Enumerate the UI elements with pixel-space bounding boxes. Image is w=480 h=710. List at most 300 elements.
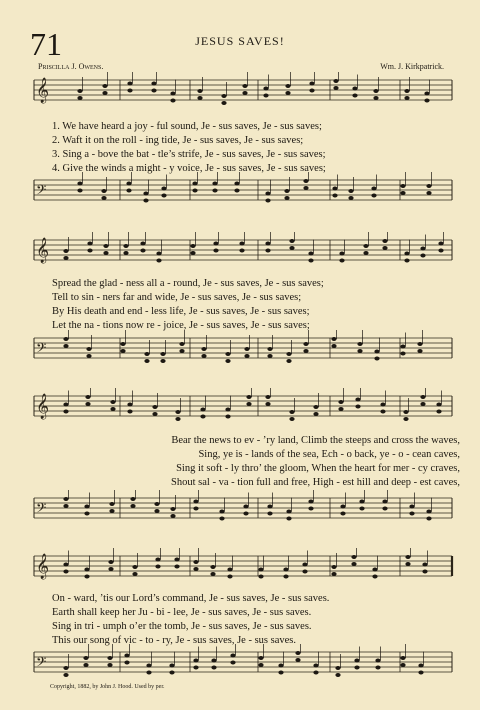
note-head bbox=[278, 664, 283, 668]
note-head bbox=[107, 663, 112, 667]
note-head bbox=[374, 357, 379, 361]
note-head bbox=[303, 342, 308, 346]
note-head bbox=[286, 359, 291, 363]
note-head bbox=[227, 575, 232, 579]
note-head bbox=[348, 189, 353, 193]
note-head bbox=[155, 558, 160, 562]
note-head bbox=[124, 661, 129, 665]
note-head bbox=[63, 344, 68, 348]
bass-clef: 𝄢 bbox=[36, 654, 47, 673]
note-head bbox=[409, 505, 414, 509]
note-head bbox=[426, 191, 431, 195]
note-head bbox=[424, 92, 429, 96]
note-head bbox=[335, 673, 340, 677]
note-head bbox=[400, 345, 405, 349]
note-head bbox=[174, 558, 179, 562]
treble-staff-system-1 bbox=[0, 72, 480, 122]
note-head bbox=[126, 189, 131, 193]
note-head bbox=[295, 658, 300, 662]
note-head bbox=[404, 259, 409, 263]
note-head bbox=[313, 671, 318, 675]
note-head bbox=[101, 196, 106, 200]
lyric-line: Spread the glad - ness all a - round, Je - sus saves, Je - sus saves; bbox=[52, 278, 324, 289]
note-head bbox=[132, 572, 137, 576]
note-head bbox=[363, 244, 368, 248]
note-head bbox=[436, 410, 441, 414]
note-head bbox=[373, 89, 378, 93]
note-head bbox=[108, 567, 113, 571]
note-head bbox=[155, 565, 160, 569]
note-head bbox=[193, 500, 198, 504]
note-head bbox=[242, 91, 247, 95]
note-head bbox=[86, 354, 91, 358]
note-head bbox=[190, 244, 195, 248]
lyric-line: Shout sal - va - tion full and free, High - est hill and deep - est caves, bbox=[171, 477, 460, 488]
note-head bbox=[77, 182, 82, 186]
note-head bbox=[120, 342, 125, 346]
note-head bbox=[438, 249, 443, 253]
note-head bbox=[403, 417, 408, 421]
note-head bbox=[355, 405, 360, 409]
note-head bbox=[85, 402, 90, 406]
note-head bbox=[285, 91, 290, 95]
bass-staff-system-3 bbox=[0, 490, 480, 540]
lyrics-system-1 bbox=[52, 120, 460, 176]
note-head bbox=[373, 96, 378, 100]
note-head bbox=[102, 84, 107, 88]
note-head bbox=[380, 403, 385, 407]
note-head bbox=[409, 512, 414, 516]
lyric-line: Sing it soft - ly thro’ the gloom, When the heart for mer - cy craves, bbox=[176, 463, 460, 474]
note-head bbox=[302, 563, 307, 567]
treble-clef: 𝄞 bbox=[36, 238, 50, 263]
note-head bbox=[303, 349, 308, 353]
note-head bbox=[143, 199, 148, 203]
note-head bbox=[405, 562, 410, 566]
note-head bbox=[348, 196, 353, 200]
note-head bbox=[63, 570, 68, 574]
note-head bbox=[179, 349, 184, 353]
note-head bbox=[156, 252, 161, 256]
note-head bbox=[103, 244, 108, 248]
hymn-title: JESUS SAVES! bbox=[195, 34, 285, 48]
note-head bbox=[230, 661, 235, 665]
note-head bbox=[109, 509, 114, 513]
note-head bbox=[127, 89, 132, 93]
note-head bbox=[420, 254, 425, 258]
note-head bbox=[160, 352, 165, 356]
note-head bbox=[212, 189, 217, 193]
note-head bbox=[225, 408, 230, 412]
note-head bbox=[246, 395, 251, 399]
note-head bbox=[77, 189, 82, 193]
note-head bbox=[313, 412, 318, 416]
lyric-line: Tell to sin - ners far and wide, Je - sus saves, Je - sus saves; bbox=[52, 292, 302, 303]
note-head bbox=[417, 349, 422, 353]
note-head bbox=[110, 400, 115, 404]
note-head bbox=[420, 247, 425, 251]
note-head bbox=[263, 94, 268, 98]
note-head bbox=[372, 568, 377, 572]
note-head bbox=[152, 405, 157, 409]
note-head bbox=[309, 89, 314, 93]
note-head bbox=[331, 337, 336, 341]
note-head bbox=[258, 575, 263, 579]
lyric-line: 1. We have heard a joy - ful sound, Je - sus saves, Je - sus saves; bbox=[52, 121, 322, 132]
note-head bbox=[201, 347, 206, 351]
note-head bbox=[351, 555, 356, 559]
note-head bbox=[225, 415, 230, 419]
note-head bbox=[144, 359, 149, 363]
note-head bbox=[267, 512, 272, 516]
note-head bbox=[418, 671, 423, 675]
note-head bbox=[400, 352, 405, 356]
note-head bbox=[127, 410, 132, 414]
note-head bbox=[382, 246, 387, 250]
note-head bbox=[221, 94, 226, 98]
note-head bbox=[267, 505, 272, 509]
note-head bbox=[123, 251, 128, 255]
note-head bbox=[130, 497, 135, 501]
note-head bbox=[404, 252, 409, 256]
note-head bbox=[140, 249, 145, 253]
note-head bbox=[420, 395, 425, 399]
note-head bbox=[63, 666, 68, 670]
note-head bbox=[283, 568, 288, 572]
note-head bbox=[382, 239, 387, 243]
note-head bbox=[426, 184, 431, 188]
lyric-line: 2. Waft it on the roll - ing tide, Je - sus saves, Je - sus saves; bbox=[52, 135, 304, 146]
note-head bbox=[352, 87, 357, 91]
note-head bbox=[339, 259, 344, 263]
note-head bbox=[284, 189, 289, 193]
note-head bbox=[246, 402, 251, 406]
note-head bbox=[313, 405, 318, 409]
note-head bbox=[127, 403, 132, 407]
note-head bbox=[289, 410, 294, 414]
note-head bbox=[154, 509, 159, 513]
note-head bbox=[140, 242, 145, 246]
note-head bbox=[331, 572, 336, 576]
note-head bbox=[302, 570, 307, 574]
note-head bbox=[422, 570, 427, 574]
note-head bbox=[303, 179, 308, 183]
note-head bbox=[405, 555, 410, 559]
note-head bbox=[308, 500, 313, 504]
note-head bbox=[87, 242, 92, 246]
note-head bbox=[201, 354, 206, 358]
note-head bbox=[109, 502, 114, 506]
note-head bbox=[239, 249, 244, 253]
note-head bbox=[357, 342, 362, 346]
note-head bbox=[309, 82, 314, 86]
note-head bbox=[352, 94, 357, 98]
note-head bbox=[403, 410, 408, 414]
note-head bbox=[146, 671, 151, 675]
note-head bbox=[230, 654, 235, 658]
note-head bbox=[210, 565, 215, 569]
note-head bbox=[84, 575, 89, 579]
note-head bbox=[424, 99, 429, 103]
note-head bbox=[151, 89, 156, 93]
lyrics-system-4 bbox=[52, 592, 460, 648]
note-head bbox=[219, 517, 224, 521]
note-head bbox=[333, 86, 338, 90]
note-head bbox=[363, 251, 368, 255]
note-head bbox=[213, 249, 218, 253]
note-head bbox=[303, 186, 308, 190]
note-head bbox=[225, 352, 230, 356]
note-head bbox=[87, 249, 92, 253]
note-head bbox=[174, 565, 179, 569]
bass-staff-system-1 bbox=[0, 172, 480, 222]
note-head bbox=[331, 565, 336, 569]
note-head bbox=[372, 575, 377, 579]
note-head bbox=[63, 563, 68, 567]
bass-clef: 𝄢 bbox=[36, 500, 47, 519]
note-head bbox=[160, 359, 165, 363]
bass-clef: 𝄢 bbox=[36, 340, 47, 359]
note-head bbox=[400, 656, 405, 660]
note-head bbox=[265, 242, 270, 246]
note-head bbox=[243, 505, 248, 509]
note-head bbox=[151, 82, 156, 86]
note-head bbox=[84, 505, 89, 509]
note-head bbox=[265, 192, 270, 196]
note-head bbox=[123, 244, 128, 248]
note-head bbox=[436, 403, 441, 407]
lyric-line: Earth shall keep her Ju - bi - lee, Je - sus saves, Je - sus saves. bbox=[52, 607, 312, 618]
copyright-notice: Copyright, 1882, by John J. Hood. Used by per. bbox=[50, 684, 165, 690]
note-head bbox=[193, 507, 198, 511]
note-head bbox=[211, 659, 216, 663]
note-head bbox=[357, 349, 362, 353]
treble-staff-system-3 bbox=[0, 388, 480, 438]
note-head bbox=[355, 398, 360, 402]
note-head bbox=[354, 659, 359, 663]
note-head bbox=[156, 259, 161, 263]
treble-staff-system-2 bbox=[0, 232, 480, 282]
note-head bbox=[382, 507, 387, 511]
note-head bbox=[331, 344, 336, 348]
treble-clef: 𝄞 bbox=[36, 394, 50, 419]
note-head bbox=[193, 666, 198, 670]
note-head bbox=[295, 651, 300, 655]
note-head bbox=[426, 510, 431, 514]
note-head bbox=[340, 505, 345, 509]
note-head bbox=[63, 337, 68, 341]
composer-credit: Wm. J. Kirkpatrick. bbox=[380, 62, 444, 71]
note-head bbox=[332, 194, 337, 198]
note-head bbox=[332, 187, 337, 191]
note-head bbox=[143, 192, 148, 196]
lyric-line: Let the na - tions now re - joice, Je - sus saves, Je - sus saves; bbox=[52, 320, 310, 331]
note-head bbox=[127, 82, 132, 86]
note-head bbox=[197, 96, 202, 100]
note-head bbox=[243, 512, 248, 516]
note-head bbox=[375, 659, 380, 663]
note-head bbox=[146, 664, 151, 668]
note-head bbox=[110, 407, 115, 411]
note-head bbox=[193, 567, 198, 571]
lyric-line: Bear the news to ev - ’ry land, Climb the steeps and cross the waves, bbox=[171, 435, 460, 446]
note-head bbox=[154, 502, 159, 506]
note-head bbox=[258, 656, 263, 660]
note-head bbox=[308, 259, 313, 263]
author-credit: Priscilla J. Owens. bbox=[38, 62, 104, 71]
note-head bbox=[63, 673, 68, 677]
note-head bbox=[83, 663, 88, 667]
note-head bbox=[404, 89, 409, 93]
note-head bbox=[338, 400, 343, 404]
note-head bbox=[267, 347, 272, 351]
note-head bbox=[420, 402, 425, 406]
note-head bbox=[426, 517, 431, 521]
hymn-number: 71 bbox=[30, 26, 62, 62]
lyric-line: By His death and end - less life, Je - sus saves, Je - sus saves; bbox=[52, 306, 310, 317]
note-head bbox=[83, 656, 88, 660]
note-head bbox=[63, 249, 68, 253]
note-head bbox=[340, 512, 345, 516]
note-head bbox=[169, 671, 174, 675]
note-head bbox=[283, 575, 288, 579]
note-head bbox=[63, 504, 68, 508]
note-head bbox=[170, 514, 175, 518]
note-head bbox=[63, 410, 68, 414]
note-head bbox=[339, 252, 344, 256]
lyrics-system-2 bbox=[52, 277, 460, 333]
note-head bbox=[265, 402, 270, 406]
note-head bbox=[284, 196, 289, 200]
note-head bbox=[179, 342, 184, 346]
note-head bbox=[400, 663, 405, 667]
note-head bbox=[175, 410, 180, 414]
note-head bbox=[225, 359, 230, 363]
note-head bbox=[193, 560, 198, 564]
note-head bbox=[77, 89, 82, 93]
treble-clef: 𝄞 bbox=[36, 78, 50, 103]
note-head bbox=[313, 664, 318, 668]
note-head bbox=[265, 395, 270, 399]
note-head bbox=[170, 99, 175, 103]
note-head bbox=[286, 352, 291, 356]
note-head bbox=[101, 189, 106, 193]
note-head bbox=[234, 189, 239, 193]
note-head bbox=[359, 500, 364, 504]
note-head bbox=[120, 349, 125, 353]
note-head bbox=[84, 512, 89, 516]
note-head bbox=[84, 568, 89, 572]
note-head bbox=[289, 239, 294, 243]
note-head bbox=[242, 84, 247, 88]
note-head bbox=[382, 500, 387, 504]
note-head bbox=[132, 565, 137, 569]
note-head bbox=[400, 184, 405, 188]
note-head bbox=[417, 342, 422, 346]
treble-clef: 𝄞 bbox=[36, 554, 50, 579]
note-head bbox=[258, 568, 263, 572]
note-head bbox=[371, 194, 376, 198]
note-head bbox=[267, 354, 272, 358]
lyric-line: On - ward, ’tis our Lord’s command, Je - sus saves, Je - sus saves. bbox=[52, 593, 330, 604]
note-head bbox=[374, 350, 379, 354]
note-head bbox=[192, 182, 197, 186]
lyrics-system-3 bbox=[52, 434, 460, 490]
note-head bbox=[308, 252, 313, 256]
note-head bbox=[418, 664, 423, 668]
note-head bbox=[239, 242, 244, 246]
note-head bbox=[192, 189, 197, 193]
note-head bbox=[338, 407, 343, 411]
note-head bbox=[86, 347, 91, 351]
note-head bbox=[175, 417, 180, 421]
note-head bbox=[170, 507, 175, 511]
note-head bbox=[85, 395, 90, 399]
lyric-line: This our song of vic - to - ry, Je - sus saves, Je - sus saves. bbox=[52, 635, 296, 646]
note-head bbox=[333, 79, 338, 83]
note-head bbox=[359, 507, 364, 511]
note-head bbox=[265, 199, 270, 203]
note-head bbox=[63, 403, 68, 407]
note-head bbox=[212, 182, 217, 186]
lyric-line: 3. Sing a - bove the bat - tle’s strife, Je - sus saves, Je - sus saves; bbox=[52, 149, 326, 160]
note-head bbox=[210, 572, 215, 576]
note-head bbox=[161, 194, 166, 198]
note-head bbox=[375, 666, 380, 670]
note-head bbox=[286, 510, 291, 514]
note-head bbox=[400, 191, 405, 195]
note-head bbox=[169, 664, 174, 668]
note-head bbox=[221, 101, 226, 105]
note-head bbox=[354, 666, 359, 670]
bass-staff-system-2 bbox=[0, 330, 480, 380]
note-head bbox=[371, 187, 376, 191]
note-head bbox=[197, 89, 202, 93]
note-head bbox=[219, 510, 224, 514]
note-head bbox=[285, 84, 290, 88]
note-head bbox=[213, 242, 218, 246]
treble-staff-system-4 bbox=[0, 548, 480, 598]
note-head bbox=[161, 187, 166, 191]
note-head bbox=[200, 408, 205, 412]
note-head bbox=[289, 417, 294, 421]
note-head bbox=[404, 96, 409, 100]
note-head bbox=[130, 504, 135, 508]
note-head bbox=[63, 256, 68, 260]
lyric-line: Sing, ye is - lands of the sea, Ech - o back, ye - o - cean caves, bbox=[198, 449, 460, 460]
note-head bbox=[126, 182, 131, 186]
note-head bbox=[103, 251, 108, 255]
note-head bbox=[107, 656, 112, 660]
note-head bbox=[351, 562, 356, 566]
note-head bbox=[380, 410, 385, 414]
note-head bbox=[265, 249, 270, 253]
note-head bbox=[200, 415, 205, 419]
note-head bbox=[244, 354, 249, 358]
note-head bbox=[170, 92, 175, 96]
note-head bbox=[286, 517, 291, 521]
note-head bbox=[244, 347, 249, 351]
note-head bbox=[263, 87, 268, 91]
lyric-line: Sing in tri - umph o’er the tomb, Je - sus saves, Je - sus saves. bbox=[52, 621, 312, 632]
note-head bbox=[234, 182, 239, 186]
bass-clef: 𝄢 bbox=[36, 182, 47, 201]
note-head bbox=[438, 242, 443, 246]
note-head bbox=[289, 246, 294, 250]
note-head bbox=[190, 251, 195, 255]
note-head bbox=[227, 568, 232, 572]
note-head bbox=[152, 412, 157, 416]
